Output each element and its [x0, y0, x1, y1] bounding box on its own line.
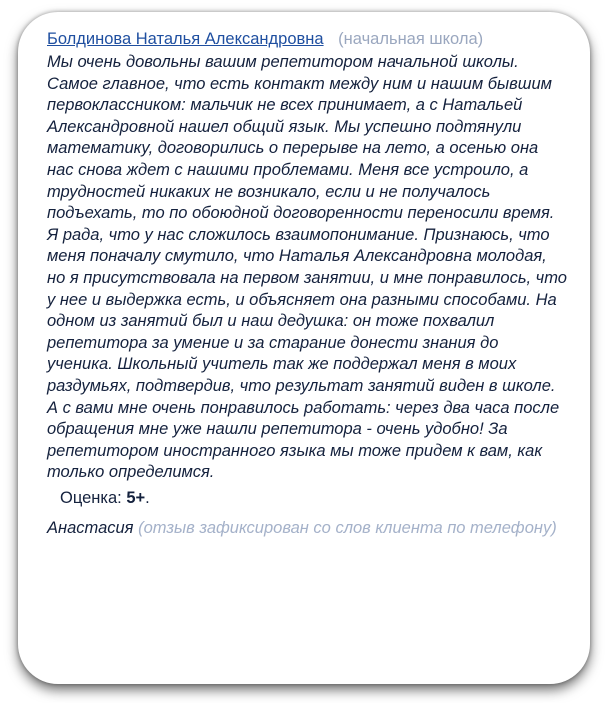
tutor-name-link[interactable]: Болдинова Наталья Александровна: [47, 30, 324, 48]
review-author: Анастасия: [47, 518, 134, 537]
review-content: [47, 28, 567, 539]
review-author-note: (отзыв зафиксирован со слов клиента по телефону): [138, 518, 557, 537]
tutor-category: (начальная школа): [338, 30, 484, 48]
rating-suffix: .: [145, 488, 150, 507]
review-footer: [47, 517, 567, 539]
review-header: [47, 28, 567, 50]
review-card: [18, 12, 590, 684]
rating: [47, 487, 567, 509]
rating-label: Оценка:: [60, 488, 122, 507]
review-text: Мы очень довольны вашим репетитором начальной школы. Самое главное, что есть контакт между ним и нашим бывшим первоклассником: мальчик не всех принимает, а с Натальей Александровной нашел общий язык. Мы успешно подтянули математику, договорились о перерыве на лето, а осенью она нас снова ждет с нашими проблемами. Меня все устроило, а трудностей никаких не возникало, если и не получалось подъехать, то по обоюдной договоренности переносили время. Я рада, что у нас сложилось взаимопонимание. Признаюсь, что меня поначалу смутило, что Наталья Александровна молодая, но я присутствовала на первом занятии, и мне понравилось, что у нее и выдержка есть, и объясняет она разными способами. На одном из занятий был и наш дедушка: он тоже похвалил репетитора за умение и за старание донести знания до ученика. Школьный учитель так же поддержал меня в моих раздумьях, подтвердив, что результат занятий виден в школе. А с вами мне очень понравилось работать: через два часа после обращения мне уже нашли репетитора - очень удобно! За репетитором иностранного языка мы тоже придем к вам, как только определимся.: [47, 53, 567, 482]
rating-value: 5+: [126, 488, 146, 507]
